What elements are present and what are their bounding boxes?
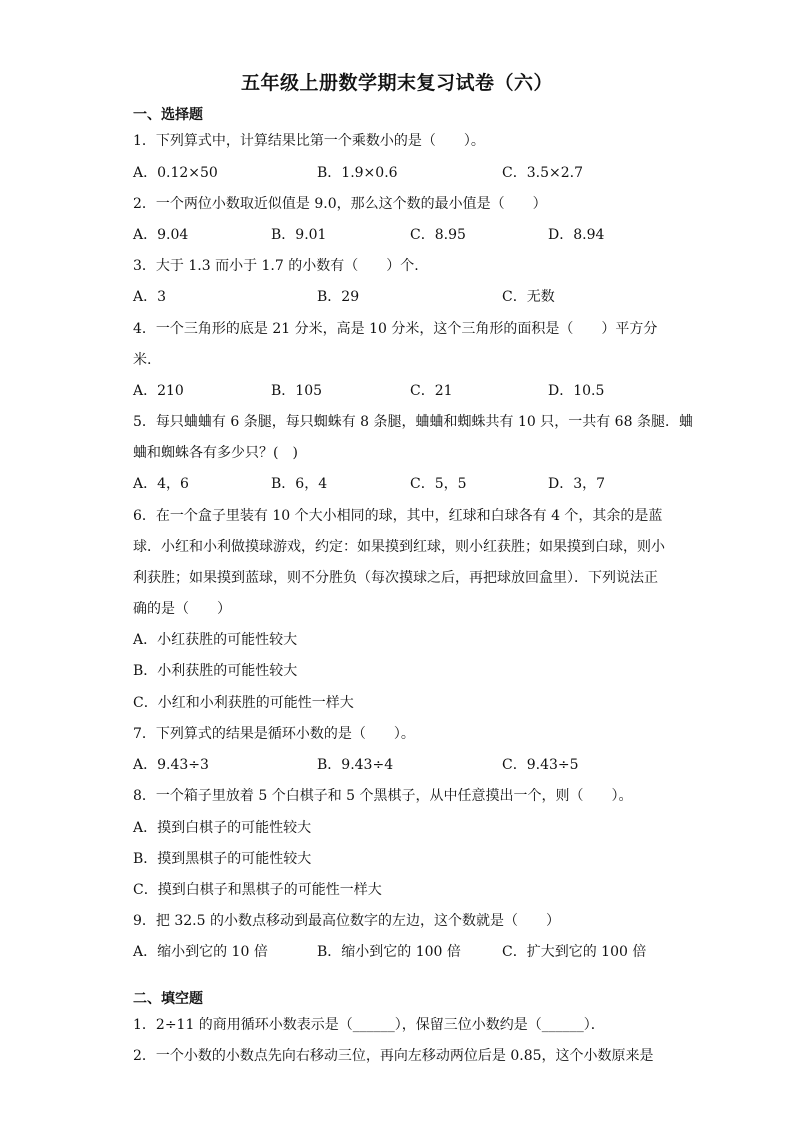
fill-question-2: 2．一个小数的小数点先向右移动三位，再向左移动两位后是 0.85，这个小数原来是 [133,1048,654,1064]
question-6-line-2: 球．小红和小利做摸球游戏，约定：如果摸到红球，则小红获胜；如果摸到白球，则小 [133,539,665,555]
q4-option-c: C．21 [410,383,453,399]
q3-option-b: B．29 [317,289,360,305]
question-1: 1．下列算式中，计算结果比第一个乘数小的是（ ）。 [133,133,485,149]
q4-option-b: B．105 [271,383,323,399]
section-choice-heading: 一、选择题 [133,107,203,123]
q7-option-b: B．9.43÷4 [317,757,394,773]
q8-option-c: C．摸到白棋子和黑棋子的可能性一样大 [133,882,382,898]
q1-option-a: A．0.12×50 [133,165,218,181]
q2-option-d: D．8.94 [548,227,605,243]
question-6-line-3: 利获胜；如果摸到蓝球，则不分胜负（每次摸球之后，再把球放回盒里）．下列说法正 [133,570,658,586]
q7-option-a: A．9.43÷3 [133,757,209,773]
q1-option-b: B．1.9×0.6 [317,165,398,181]
q5-option-b: B．6，4 [271,476,328,492]
q9-option-a: A．缩小到它的 10 倍 [133,944,268,960]
q5-option-a: A．4，6 [133,476,189,492]
section-fill-heading: 二、填空题 [133,991,203,1007]
question-4-line-1: 4．一个三角形的底是 21 分米，高是 10 分米，这个三角形的面积是（ ）平方分 [133,321,658,337]
q8-option-a: A．摸到白棋子的可能性较大 [133,820,312,836]
q6-option-a: A．小红获胜的可能性较大 [133,632,298,648]
q3-option-a: A．3 [133,289,167,305]
question-5-line-2: 蛐和蜘蛛各有多少只？( ) [133,445,298,461]
question-7: 7．下列算式的结果是循环小数的是（ ）。 [133,726,415,742]
q9-option-b: B．缩小到它的 100 倍 [317,944,461,960]
q3-option-c: C．无数 [502,289,555,305]
q1-option-c: C．3.5×2.7 [502,165,583,181]
question-6-line-1: 6．在一个盒子里装有 10 个大小相同的球，其中，红球和白球各有 4 个，其余的是蓝 [133,508,663,524]
question-6-line-4: 确的是（ ） [133,601,231,617]
question-4-line-2: 米. [133,352,152,368]
question-9: 9．把 32.5 的小数点移动到最高位数字的左边，这个数就是（ ） [133,913,560,929]
question-5-line-1: 5．每只蛐蛐有 6 条腿，每只蜘蛛有 8 条腿，蛐蛐和蜘蛛共有 10 只，一共有 68 条腿．蛐 [133,414,693,430]
q2-option-b: B．9.01 [271,227,327,243]
q8-option-b: B．摸到黑棋子的可能性较大 [133,851,312,867]
q9-option-c: C．扩大到它的 100 倍 [502,944,647,960]
q4-option-a: A．210 [133,383,184,399]
q2-option-c: C．8.95 [410,227,466,243]
question-2: 2．一个两位小数取近似值是 9.0，那么这个数的最小值是（ ） [133,196,547,212]
question-3: 3．大于 1.3 而小于 1.7 的小数有（ ）个. [133,258,419,274]
q2-option-a: A．9.04 [133,227,189,243]
fill-question-1: 1．2÷11 的商用循环小数表示是（______），保留三位小数约是（______）． [133,1017,605,1033]
q6-option-c: C．小红和小利获胜的可能性一样大 [133,695,354,711]
q4-option-d: D．10.5 [548,383,605,399]
q5-option-d: D．3，7 [548,476,606,492]
q7-option-c: C．9.43÷5 [502,757,579,773]
q6-option-b: B．小利获胜的可能性较大 [133,663,298,679]
page-title: 五年级上册数学期末复习试卷（六） [240,72,553,94]
question-8: 8．一个箱子里放着 5 个白棋子和 5 个黑棋子，从中任意摸出一个，则（ ）。 [133,788,633,804]
q5-option-c: C．5，5 [410,476,467,492]
